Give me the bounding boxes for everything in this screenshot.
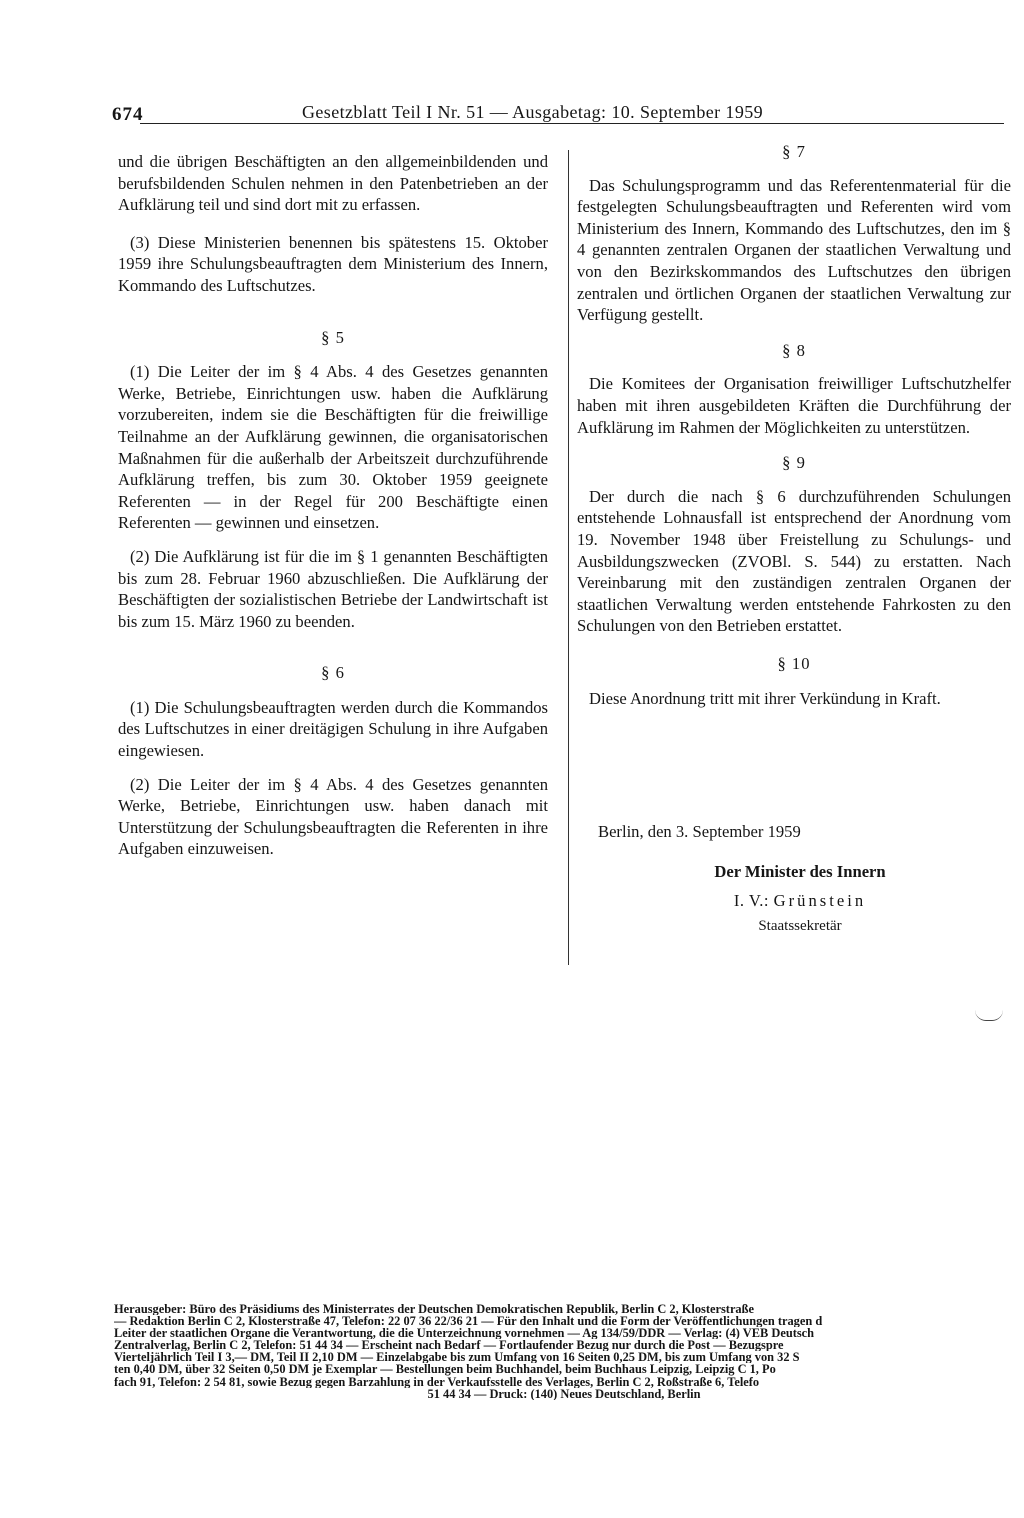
footer-line: 51 44 34 — Druck: (140) Neues Deutschland, Berlin [427,1387,701,1400]
paragraph: Die Komitees der Organisation freiwilliger Luftschutzhelfer haben mit ihren ausgebildeten Kräften die Durchführung der Aufklärung im Rahmen der Möglichkeiten zu unterstützen. [577,374,1011,437]
footer-line: Zentralverlag, Berlin C 2, Telefon: 51 44 34 — Erscheint nach Bedarf — Fortlaufender Bezug nur durch die Post — Bezugspre [114,1339,784,1352]
footer-line: — Redaktion Berlin C 2, Klosterstraße 47, Telefon: 22 07 36 22/36 21 — Für den Inhalt und die Form der Veröffentlichungen tragen d [114,1315,823,1328]
publisher-footer [114,1303,1014,1400]
paragraph: und die übrigen Beschäftigten an den allgemeinbildenden und berufsbildenden Schulen nehmen in den Patenbetrieben an der Aufklärung teil und sind dort mit zu erfassen. [118,152,548,215]
column-divider [568,150,569,965]
header-rule [140,123,1004,124]
margin-mark [975,1010,1003,1021]
footer-line: fach 91, Telefon: 2 54 81, sowie Bezug gegen Barzahlung in der Verkaufsstelle des Verlages, Berlin C 2, Roßstraße 6, Telefo [114,1375,760,1388]
paragraph: Diese Anordnung tritt mit ihrer Verkündung in Kraft. [589,689,941,709]
footer-line: Vierteljährlich Teil I 3,— DM, Teil II 2,10 DM — Einzelabgabe bis zum Umfang von 16 Seiten 0,25 DM, bis zum Umfang von 32 S [114,1351,800,1364]
left-column [118,151,548,860]
section-heading-7: § 7 [782,142,806,161]
section-heading-6: § 6 [321,663,345,683]
paragraph: (1) Die Schulungsbeauftragten werden durch die Kommandos des Luftschutzes in einer dreitägigen Schulung in ihre Aufgaben eingewiesen. [118,697,548,761]
section-heading-8: § 8 [782,340,806,360]
minister-title: Der Minister des Innern [714,862,886,881]
section-heading-9: § 9 [782,453,806,473]
signer-prefix: I. V.: [733,891,770,910]
right-column [577,141,1011,710]
paragraph: (2) Die Leiter der im § 4 Abs. 4 des Gesetzes genannten Werke, Betriebe, Einrichtungen usw. haben danach mit Unterstützung der Schulungsbeauftragten die Referenten in ihre Aufgaben einzuweisen. [118,774,548,859]
paragraph: (2) Die Aufklärung ist für die im § 1 genannten Beschäftigten bis zum 28. Februar 1960 abzuschließen. Die Aufklärung der Beschäftigten der sozialistischen Betriebe der Landwirtschaft ist bis zum 15. März 1960 zu beenden. [118,546,548,631]
signer-name: Grünstein [773,891,867,910]
paragraph: Der durch die nach § 6 durchzuführenden Schulungen entstehende Lohnausfall ist entsprechend der Anordnung vom 19. November 1948 über Freistellung zu Schulungs- und Ausbildungszwecken (ZVOBl. S. 544) zu erstatten. Nach Vereinbarung mit den zuständigen zentralen Organen der staatlichen Verwaltung werden entstehende Fahrkosten zu den Schulungen von den Betrieben erstattet. [577,486,1011,636]
signer [700,891,900,911]
page-number: 674 [112,104,144,125]
paragraph: (1) Die Leiter der im § 4 Abs. 4 des Gesetzes genannten Werke, Betriebe, Einrichtungen usw. haben die Aufklärung vorzubereiten, indem sie die Beschäftigten für die freiwillige Teilnahme an der Aufklärung gewinnen, die organisatorischen Maßnahmen für die außerhalb der Arbeitszeit durchzuführende Aufklärung treffen, bis zum 30. Oktober 1959 geeignete Referenten — in der Regel für 200 Beschäftigte einen Referenten — gewinnen und einsetzen. [118,362,548,533]
gazette-header-title: Gesetzblatt Teil I Nr. 51 — Ausgabetag: 10. September 1959 [302,102,764,122]
signer-role: Staatssekretär [758,918,842,934]
closing-place-date: Berlin, den 3. September 1959 [598,822,801,841]
section-heading-5: § 5 [321,327,345,347]
footer-line: ten 0,40 DM, über 32 Seiten 0,50 DM je Exemplar — Bestellungen beim Buchhandel, beim Buchhaus Leipzig, Leipzig C 1, Po [114,1363,776,1376]
footer-line: Leiter der staatlichen Organe die Verantwortung, die die Unterzeichnung vornehmen — Ag 134/59/DDR — Verlag: (4) VEB Deutsch [114,1327,815,1340]
section-heading-10: § 10 [777,653,811,673]
paragraph: Das Schulungsprogramm und das Referentenmaterial für die festgelegten Schulungsbeauftragten und Referenten wird vom Ministerium des Innern, Kommando des Luftschutzes, den im § 4 genannten zentralen Organen der staatlichen Verwaltung und von den Bezirkskommandos des Luftschutzes den übrigen zentralen und örtlichen Organen der staatlichen Verwaltung zur Verfügung gestellt. [577,175,1011,325]
paragraph: (3) Diese Ministerien benennen bis spätestens 15. Oktober 1959 ihre Schulungsbeauftragten dem Ministerium des Innern, Kommando des Luftschutzes. [118,232,548,295]
footer-line: Herausgeber: Büro des Präsidiums des Ministerrates der Deutschen Demokratischen Republik, Berlin C 2, Klosterstraße [114,1303,755,1316]
